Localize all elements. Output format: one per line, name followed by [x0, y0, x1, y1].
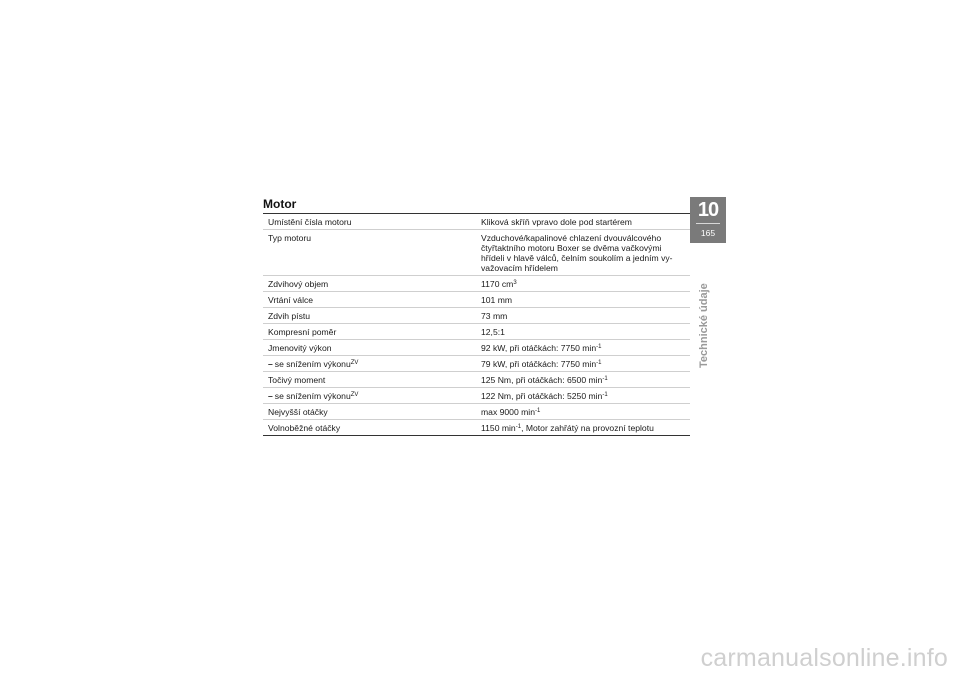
label-text: se snížením výkonu [274, 391, 351, 401]
row-value [471, 404, 690, 419]
value-superscript: 3 [513, 280, 517, 286]
spec-table [263, 213, 690, 436]
table-row [263, 403, 690, 419]
table-row [263, 291, 690, 307]
label-superscript: ZV [350, 392, 359, 398]
value-text: 1170 cm [481, 279, 514, 289]
value-superscript: -1 [515, 424, 522, 430]
value-superscript: -1 [602, 392, 608, 398]
row-label: Kompresní poměr [268, 327, 337, 337]
table-row [263, 355, 690, 371]
row-value [471, 420, 690, 435]
row-label [263, 356, 471, 371]
value-text: 122 Nm, při otáčkách: 5250 min [481, 391, 603, 401]
value-text: 79 kW, při otáčkách: 7750 min [481, 359, 597, 369]
watermark: carmanualsonline.info [700, 644, 948, 672]
value-text: max 9000 min [481, 407, 535, 417]
row-label: Zdvihový objem [268, 279, 329, 289]
row-value: 12,5:1 [481, 327, 505, 337]
section-title: Motor [263, 197, 297, 211]
dash-bullet: – [268, 391, 273, 401]
row-label: Vrtání válce [268, 295, 314, 305]
page-number: 165 [700, 228, 716, 238]
row-value [471, 372, 690, 387]
row-label [263, 388, 471, 403]
row-value: Kliková skříň vpravo dole pod startérem [481, 217, 632, 227]
chapter-number: 10 [697, 199, 719, 221]
table-row [263, 229, 690, 275]
table-row [263, 339, 690, 355]
chapter-divider [696, 223, 720, 224]
row-value [471, 276, 690, 291]
row-label: Volnoběžné otáčky [268, 423, 341, 433]
table-row [263, 307, 690, 323]
value-text: 92 kW, při otáčkách: 7750 min [481, 343, 597, 353]
row-value: 73 mm [481, 311, 508, 321]
value-text: 1150 min [481, 423, 516, 433]
chapter-side-title: Technické údaje [698, 283, 710, 368]
row-value [471, 356, 690, 371]
label-text: se snížením výkonu [274, 359, 351, 369]
row-value [471, 340, 690, 355]
value-suffix: , Motor zahřátý na provozní teplotu [521, 423, 654, 433]
value-text: 125 Nm, při otáčkách: 6500 min [481, 375, 603, 385]
table-row [263, 214, 690, 229]
table-row [263, 371, 690, 387]
table-row [263, 387, 690, 403]
value-superscript: -1 [602, 376, 608, 382]
row-label: Točivý moment [268, 375, 326, 385]
row-label: Zdvih pístu [268, 311, 311, 321]
table-row [263, 323, 690, 339]
row-label: Typ motoru [268, 233, 311, 243]
row-value: 101 mm [481, 295, 513, 305]
table-row [263, 275, 690, 291]
label-superscript: ZV [350, 360, 359, 366]
table-row [263, 419, 690, 435]
row-label: Umístění čísla motoru [268, 217, 352, 227]
row-value: Vzduchové/kapalinové chlazení dvouválcového čtyřtaktního motoru Boxer se dvěma vačkovými hřídeli v hlavě válců, čelním soukolím a jedním vy-važovacím hřídelem [481, 233, 673, 273]
value-superscript: -1 [596, 344, 602, 350]
row-value [471, 388, 690, 403]
dash-bullet: – [268, 359, 273, 369]
value-superscript: -1 [596, 360, 602, 366]
row-label: Jmenovitý výkon [268, 343, 332, 353]
value-superscript: -1 [534, 408, 541, 414]
row-label: Nejvyšší otáčky [268, 407, 328, 417]
